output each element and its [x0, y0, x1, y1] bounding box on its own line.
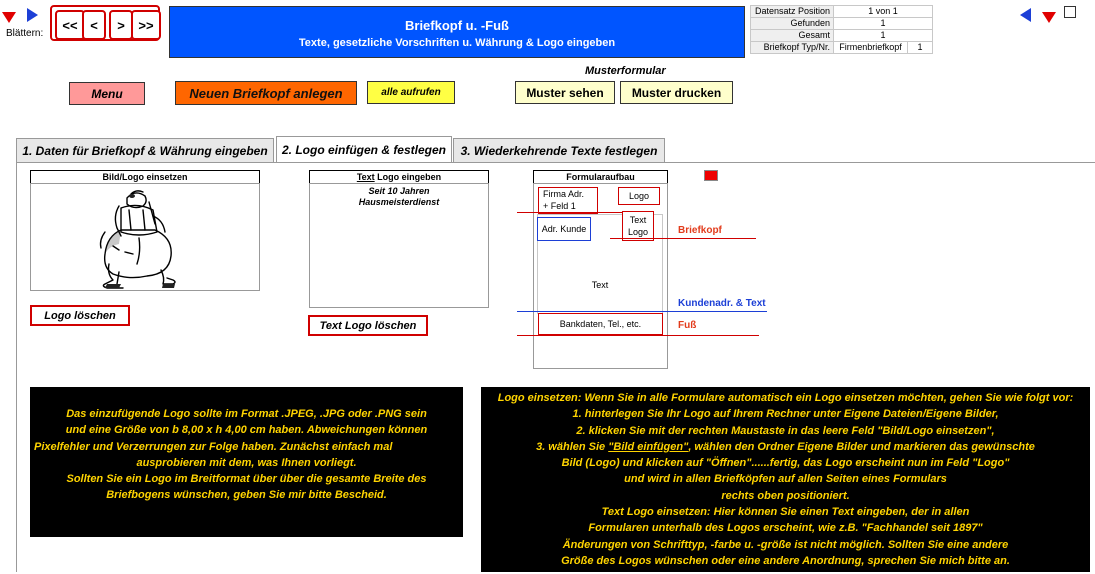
type-value: Firmenbriefkopf [834, 42, 908, 54]
delete-logo-button[interactable]: Logo löschen [30, 305, 130, 326]
found-value: 1 [834, 18, 933, 30]
scroll-down-arrow-icon[interactable] [2, 12, 16, 23]
sample-form-label: Musterformular [585, 65, 666, 77]
tab-recurring-texts[interactable]: 3. Wiederkehrende Texte festlegen [453, 138, 665, 162]
previous-record-button[interactable]: < [82, 10, 106, 40]
text-logo-line1: Seit 10 Jahren [368, 186, 430, 196]
sample-print-button[interactable]: Muster drucken [620, 81, 733, 104]
layout-firm-line2: + Feld 1 [543, 201, 576, 211]
next-record-button[interactable]: > [109, 10, 133, 40]
info-right-line4-suffix: , wählen den Ordner Eigene Bilder und markieren das gewünschte [688, 440, 1035, 453]
info-right-line: Logo einsetzen: Wenn Sie in alle Formulare automatisch ein Logo einsetzen möchten, gehen Sie wie folgt vor: [497, 392, 1074, 404]
info-left-line: ausprobieren mit dem, was Ihnen vorliegt. [136, 456, 357, 469]
type-number: 1 [908, 42, 933, 54]
position-label: Datensatz Position [751, 6, 834, 18]
tab-letterhead-data[interactable]: 1. Daten für Briefkopf & Währung eingeben [16, 138, 274, 162]
info-right-line: Text Logo einsetzen: Hier können Sie einen Text eingeben, der in allen [601, 506, 970, 519]
tab-logo[interactable]: 2. Logo einfügen & festlegen [276, 136, 452, 162]
layout-text-logo-line2: Logo [627, 227, 649, 237]
first-record-button[interactable]: << [55, 10, 85, 40]
text-logo-header-suffix: Logo eingeben [377, 172, 442, 182]
page-title: Briefkopf u. -Fuß [405, 18, 509, 33]
legend-header: Briefkopf [678, 225, 722, 236]
page-subtitle: Texte, gesetzliche Vorschriften u. Währung & Logo eingeben [298, 37, 616, 49]
tab-content-border [16, 162, 1095, 572]
layout-footer: Bankdaten, Tel., etc. [538, 313, 663, 335]
text-logo-line2: Hausmeisterdienst [358, 197, 440, 207]
page-title-box [169, 6, 745, 58]
checkbox[interactable] [1064, 6, 1076, 18]
info-right-line: und wird in allen Briefköpfen auf allen Seiten eines Formulars [624, 473, 947, 486]
legend-footer: Fuß [678, 320, 697, 331]
scroll-left-arrow-icon[interactable] [1020, 8, 1031, 22]
layout-panel-header: Formularaufbau [533, 170, 668, 184]
info-right-line: Bild (Logo) und klicken auf "Öffnen"......fertig, das Logo erscheint nun im Feld "Logo" [561, 457, 1010, 470]
position-value: 1 von 1 [834, 6, 933, 18]
layout-body-text: Text [591, 280, 609, 290]
info-right-line: 2. klicken Sie mit der rechten Maustaste in das leere Feld "Bild/Logo einsetzen", [576, 424, 995, 437]
layout-firm-line1: Firma Adr. [543, 189, 585, 199]
type-label: Briefkopf Typ/Nr. [751, 42, 834, 54]
scroll-down-arrow-icon-right[interactable] [1042, 12, 1056, 23]
new-letterhead-button[interactable]: Neuen Briefkopf anlegen [175, 81, 357, 105]
scroll-right-arrow-icon[interactable] [27, 8, 38, 22]
info-left-line: Pixelfehler und Verzerrungen zur Folge haben. Zunächst einfach mal [34, 440, 393, 453]
info-left-line: Briefbogens wünschen, geben Sie mir bitte Bescheid. [106, 489, 387, 502]
info-right-line: Änderungen von Schrifttyp, -farbe u. -größe ist nicht möglich. Sollten Sie eine andere [562, 538, 1009, 551]
total-label: Gesamt [751, 30, 834, 42]
layout-text-logo-line1: Text [629, 215, 647, 225]
info-right-line: rechts oben positioniert. [721, 489, 850, 502]
delete-text-logo-button[interactable]: Text Logo löschen [308, 315, 428, 336]
blaettern-label: Blättern: [6, 28, 44, 39]
total-value: 1 [834, 30, 933, 42]
open-all-button[interactable]: alle aufrufen [367, 81, 455, 104]
info-right-line: Formularen unterhalb des Logos erscheint, wie z.B. "Fachhandel seit 1897" [588, 522, 983, 535]
info-right-line4-link: "Bild einfügen" [608, 440, 689, 453]
last-record-button[interactable]: >> [131, 10, 161, 40]
image-panel-header: Bild/Logo einsetzen [30, 170, 260, 184]
legend-customer: Kundenadr. & Text [678, 298, 766, 309]
info-right-line: 1. hinterlegen Sie Ihr Logo auf Ihrem Rechner unter Eigene Dateien/Eigene Bilder, [572, 408, 999, 421]
layout-customer-address: Adr. Kunde [537, 217, 591, 241]
found-label: Gefunden [751, 18, 834, 30]
text-logo-header-prefix: Text [356, 172, 375, 182]
info-left-line: Das einzufügende Logo sollte im Format .JPEG, .JPG oder .PNG sein [66, 408, 427, 420]
sample-view-button[interactable]: Muster sehen [515, 81, 615, 104]
info-right-line4-prefix: 3. wählen Sie [536, 440, 609, 453]
info-left-line: Sollten Sie ein Logo im Breitformat über über die gesamte Breite des [66, 473, 427, 486]
info-left-line: und eine Größe von b 8,00 x h 4,00 cm haben. Abweichungen können [65, 424, 428, 437]
info-right-line: Größe des Logos wünschen oder eine andere Anordnung, sprechen Sie mich bitte an. [561, 554, 1010, 567]
record-navigation [50, 5, 160, 41]
layout-logo: Logo [618, 187, 660, 205]
menu-button[interactable]: Menu [69, 82, 145, 105]
record-info-table [750, 5, 933, 54]
